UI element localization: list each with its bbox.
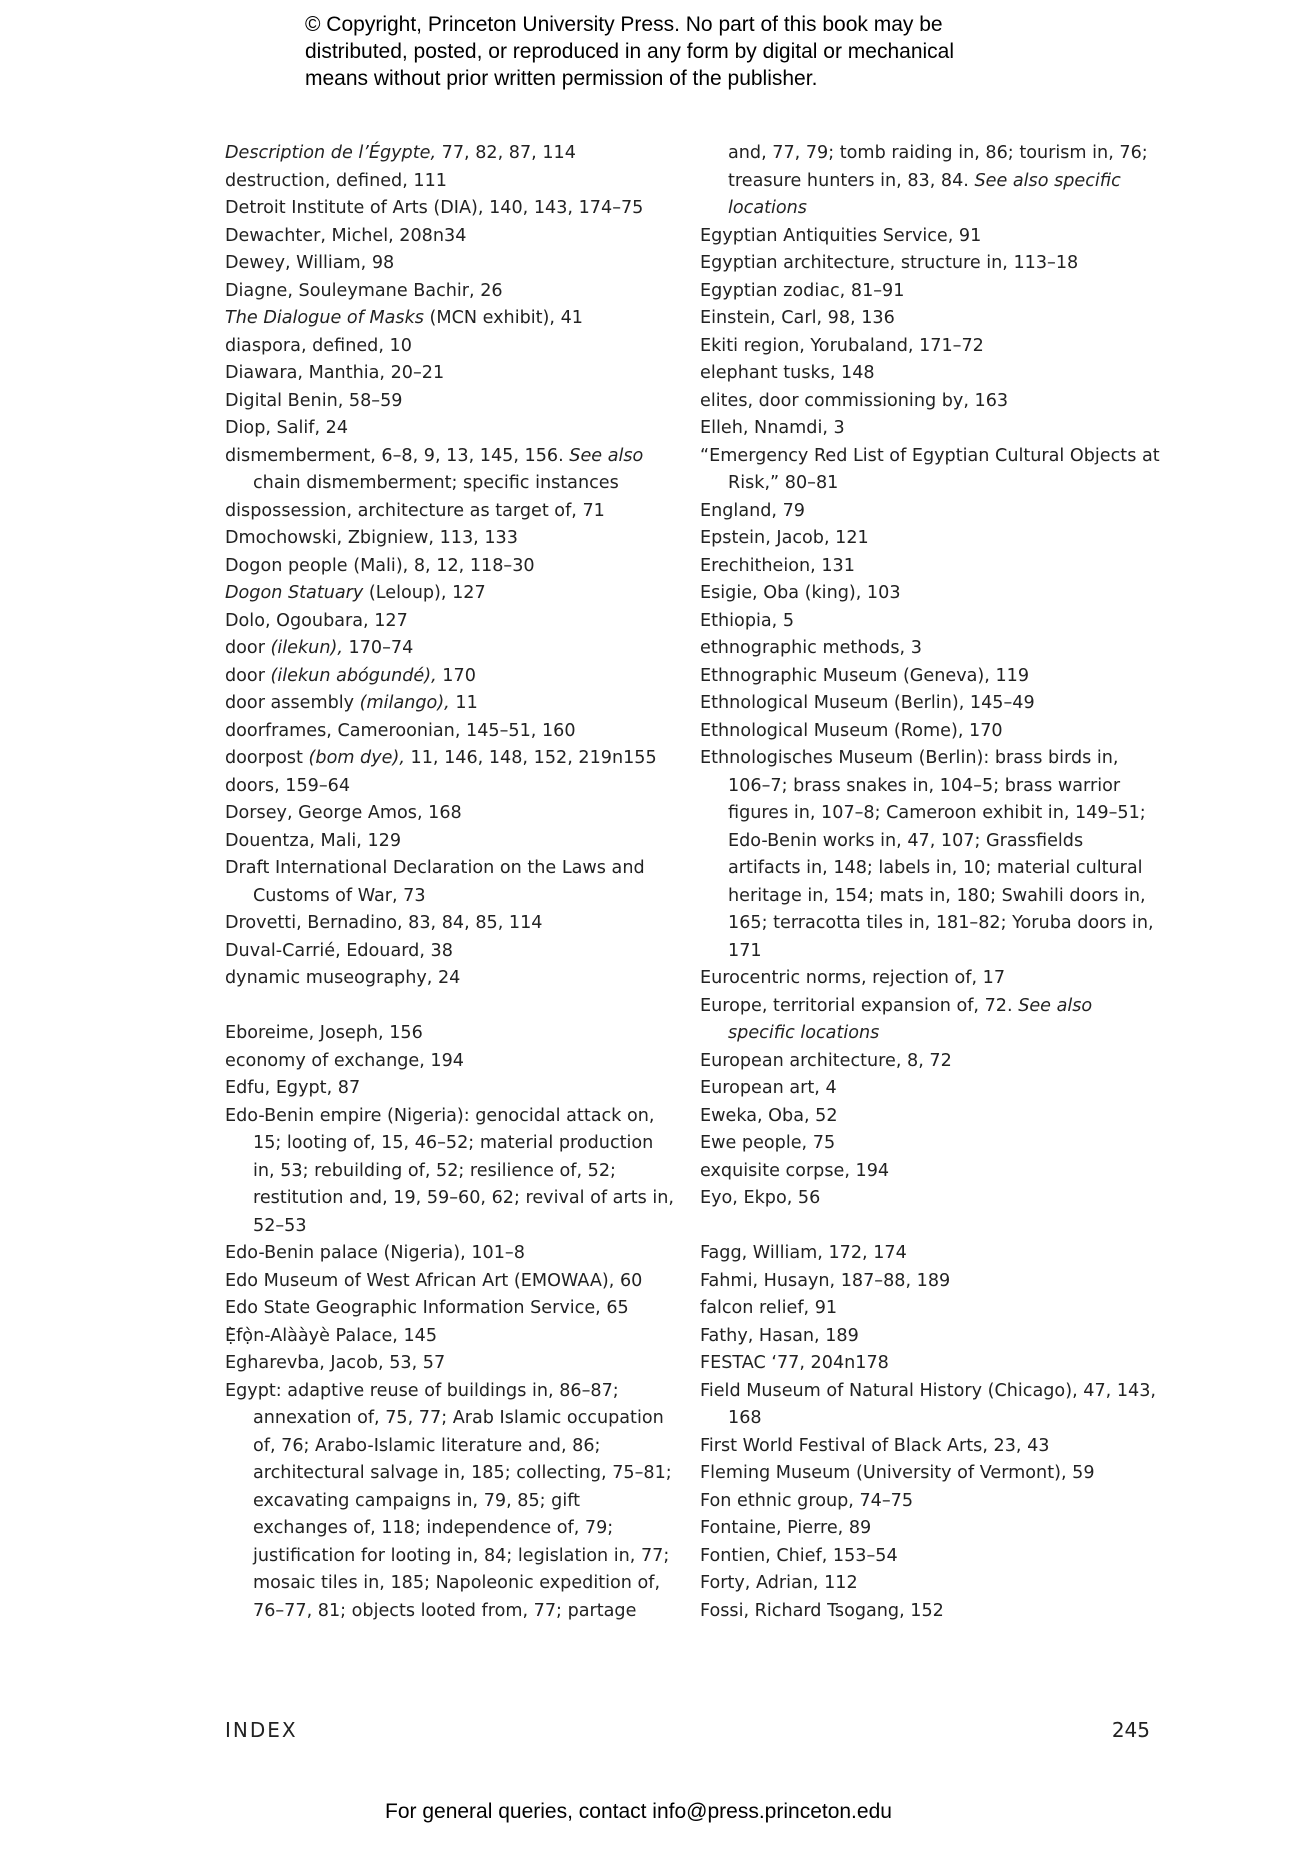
index-entry-text: Dolo, Ogoubara, 127 — [225, 610, 408, 631]
index-entry — [700, 1460, 1160, 1488]
index-entry-text: dispossession, architecture as target of, 71 — [225, 500, 605, 521]
index-entry — [225, 773, 680, 801]
index-entry-text: Ewe people, 75 — [700, 1133, 836, 1153]
index-entry — [700, 1295, 1160, 1323]
index-entry — [225, 1323, 680, 1351]
index-entry-text: Diawara, Manthia, 20–21 — [225, 363, 445, 383]
index-entry — [700, 718, 1160, 746]
index-entry-text: Egyptian Antiquities Service, 91 — [700, 225, 982, 246]
index-entry — [225, 140, 680, 168]
index-entry-text: elephant tusks, 148 — [700, 363, 875, 383]
index-entry-text: and, 77, 79; tomb raiding in, 86; tourism in, 76; treasure hunters in, 83, 84. — [728, 143, 1148, 191]
index-entry-text: Fontaine, Pierre, 89 — [700, 1518, 872, 1538]
index-entry-text: European architecture, 8, 72 — [700, 1050, 952, 1071]
index-entry — [700, 1323, 1160, 1351]
index-entry-text: Edo-Benin palace (Nigeria), 101–8 — [225, 1243, 525, 1263]
index-entry — [225, 1020, 680, 1048]
index-entry-text: Dogon people (Mali), 8, 12, 118–30 — [225, 555, 535, 576]
index-entry-text: Einstein, Carl, 98, 136 — [700, 308, 895, 328]
index-entry-text: 170 — [436, 665, 476, 686]
index-entry — [700, 1158, 1160, 1186]
index-entry — [225, 388, 680, 416]
index-entry-text: (Leloup), 127 — [363, 583, 486, 603]
index-entry — [700, 223, 1160, 251]
index-entry — [700, 635, 1160, 663]
page-number: 245 — [1111, 1718, 1150, 1742]
index-entry-text: Edfu, Egypt, 87 — [225, 1078, 361, 1098]
index-entry-text: (MCN exhibit), 41 — [423, 308, 583, 328]
index-entry-text: Fleming Museum (University of Vermont), 59 — [700, 1463, 1095, 1483]
index-entry — [225, 635, 680, 663]
index-entry-italic: (ilekun abógundé), — [270, 665, 437, 686]
index-entry-text: European art, 4 — [700, 1078, 837, 1098]
index-entry — [225, 498, 680, 526]
index-entry-text: Erechitheion, 131 — [700, 555, 855, 576]
index-entry-text: Dmochowski, Zbigniew, 113, 133 — [225, 528, 518, 548]
index-entry-text: Fon ethnic group, 74–75 — [700, 1490, 914, 1511]
index-entry — [700, 333, 1160, 361]
index-entry-italic: See also — [569, 445, 644, 466]
index-entry-text: falcon relief, 91 — [700, 1298, 838, 1318]
index-entry-text: Fossi, Richard Tsogang, 152 — [700, 1600, 944, 1621]
index-entry — [225, 525, 680, 553]
index-entry-text: Detroit Institute of Arts (DIA), 140, 143, 174–75 — [225, 198, 644, 218]
index-entry — [700, 1598, 1160, 1626]
index-entry-text: 11 — [449, 693, 478, 713]
index-entry — [700, 250, 1160, 278]
index-entry — [225, 1268, 680, 1296]
contact-notice: For general queries, contact info@press.princeton.edu — [385, 1800, 892, 1823]
index-entry-text: Edo State Geographic Information Service, 65 — [225, 1298, 629, 1318]
index-entry — [225, 1103, 680, 1241]
index-entry — [700, 443, 1160, 498]
index-entry-text: Egharevba, Jacob, 53, 57 — [225, 1353, 446, 1373]
index-entry-text: Drovetti, Bernadino, 83, 84, 85, 114 — [225, 913, 543, 933]
index-entry-italic: The Dialogue of Masks — [225, 308, 424, 328]
index-entry-text: Egypt: adaptive reuse of buildings in, 86–87; annexation of, 75, 77; Arab Islamic occupation of, 76; Arabo-Islamic literature and, 86; architectural salvage in, 185; collecting, 75–81; excavating campaigns in, 79, 85; gift exchanges of, 118; independence of, 79; justification for looting in, 84; legislation in, 77; mosaic tiles in, 185; Napoleonic expedition of, 76–77, 81; objects looted from, 77; partage — [225, 1380, 672, 1621]
index-entry-italic: Dogon Statuary — [225, 583, 364, 603]
index-entry-text: Esigie, Oba (king), 103 — [700, 583, 901, 603]
index-entry — [700, 965, 1160, 993]
index-entry-italic: (milango), — [359, 693, 450, 713]
index-entry — [225, 305, 680, 333]
index-entry — [225, 360, 680, 388]
index-entry — [700, 1543, 1160, 1571]
index-entry-text: diaspora, defined, 10 — [225, 335, 412, 356]
copyright-line: distributed, posted, or reproduced in any form by digital or mechanical — [305, 40, 955, 63]
index-entry — [700, 1378, 1160, 1433]
index-entry — [225, 608, 680, 636]
index-entry — [225, 1240, 680, 1268]
index-entry-text: 170–74 — [342, 638, 414, 658]
index-entry-text: 11, 146, 148, 152, 219n155 — [404, 748, 657, 768]
index-entry — [700, 1048, 1160, 1076]
index-entry — [700, 1130, 1160, 1158]
copyright-line: means without prior written permission of the publisher. — [305, 67, 818, 90]
index-entry-text: Fathy, Hasan, 189 — [700, 1325, 859, 1346]
index-entry — [700, 1268, 1160, 1296]
running-footer-section: INDEX — [225, 1718, 298, 1742]
index-entry — [225, 553, 680, 581]
index-entry-text: door assembly — [225, 693, 360, 713]
copyright-notice — [305, 11, 1065, 92]
index-entry — [225, 168, 680, 196]
index-entry — [225, 1075, 680, 1103]
index-entry-text: destruction, defined, 111 — [225, 170, 447, 191]
index-entry — [700, 525, 1160, 553]
index-entry — [225, 1295, 680, 1323]
index-entry — [700, 608, 1160, 636]
index-entry-italic: See also specific locations — [728, 995, 1093, 1043]
index-entry-text: doorframes, Cameroonian, 145–51, 160 — [225, 720, 576, 741]
index-entry-text: doors, 159–64 — [225, 775, 351, 796]
index-column-left — [225, 140, 680, 1625]
index-entry — [700, 1350, 1160, 1378]
index-entry-text: dismemberment, 6–8, 9, 13, 145, 156. — [225, 445, 570, 466]
index-entry-text: Field Museum of Natural History (Chicago), 47, 143, 168 — [700, 1380, 1156, 1428]
index-entry-text: door — [225, 665, 271, 686]
index-entry-text: Europe, territorial expansion of, 72. — [700, 995, 1019, 1016]
index-entry-text: Douentza, Mali, 129 — [225, 830, 402, 851]
index-entry-text: Digital Benin, 58–59 — [225, 390, 403, 411]
index-entry-text: Dorsey, George Amos, 168 — [225, 803, 462, 823]
index-entry-text: Diagne, Souleymane Bachir, 26 — [225, 280, 503, 301]
index-entry — [700, 663, 1160, 691]
copyright-line: © Copyright, Princeton University Press. No part of this book may be — [305, 13, 943, 36]
index-entry — [700, 745, 1160, 965]
index-entry-text: Diop, Salif, 24 — [225, 418, 349, 438]
index-entry — [700, 1103, 1160, 1131]
index-entry-text: Egyptian zodiac, 81–91 — [700, 280, 905, 301]
index-entry-text: doorpost — [225, 748, 309, 768]
index-entry — [225, 718, 680, 746]
index-entry-italic: See also specific locations — [728, 170, 1121, 218]
index-entry-text: Edo Museum of West African Art (EMOWAA), 60 — [225, 1270, 643, 1291]
index-entry-text: Fagg, William, 172, 174 — [700, 1243, 907, 1263]
index-entry — [700, 553, 1160, 581]
index-entry — [225, 690, 680, 718]
index-entry-text: Ethnologisches Museum (Berlin): brass birds in, 106–7; brass snakes in, 104–5; brass warrior figures in, 107–8; Cameroon exhibit in, 149–51; Edo-Benin works in, 47, 107; Grassfields artifacts in, 148; labels in, 10; material cultural heritage in, 154; mats in, 180; Swahili doors in, 165; terracotta tiles in, 181–82; Yoruba doors in, 171 — [700, 748, 1154, 961]
index-entry-text: Duval-Carrié, Edouard, 38 — [225, 940, 453, 961]
index-entry-text: Elleh, Nnamdi, 3 — [700, 418, 845, 438]
index-entry-text: ethnographic methods, 3 — [700, 638, 922, 658]
index-entry — [700, 690, 1160, 718]
index-entry — [225, 580, 680, 608]
index-entry — [225, 910, 680, 938]
index-entry-text: Ethnological Museum (Berlin), 145–49 — [700, 693, 1035, 713]
index-entry-text: Dewey, William, 98 — [225, 253, 395, 273]
index-entry — [225, 1350, 680, 1378]
index-entry-text: Draft International Declaration on the Laws and Customs of War, 73 — [225, 858, 645, 906]
index-entry-text: door — [225, 638, 271, 658]
index-entry-text: Ethiopia, 5 — [700, 610, 795, 631]
index-entry-text: chain dismemberment; specific instances — [253, 473, 619, 493]
index-entry — [225, 938, 680, 966]
index-entry-text: First World Festival of Black Arts, 23, 43 — [700, 1435, 1050, 1456]
index-entry — [700, 140, 1160, 223]
index-entry-text: exquisite corpse, 194 — [700, 1160, 890, 1181]
index-entry — [225, 443, 680, 498]
index-entry — [225, 278, 680, 306]
index-entry-text: Eweka, Oba, 52 — [700, 1105, 838, 1126]
index-entry-text: Edo-Benin empire (Nigeria): genocidal attack on, 15; looting of, 15, 46–52; material production in, 53; rebuilding of, 52; resilience of, 52; restitution and, 19, 59–60, 62; revival of arts in, 52–53 — [225, 1105, 674, 1236]
index-entry — [225, 663, 680, 691]
index-entry-text: Ẹ̀fọ̀n-Alààyè Palace, 145 — [225, 1325, 438, 1346]
index-entry — [700, 1185, 1160, 1213]
index-entry-text: 77, 82, 87, 114 — [436, 143, 576, 163]
index-entry — [225, 223, 680, 251]
index-entry-text: Epstein, Jacob, 121 — [700, 528, 869, 548]
index-entry — [700, 1433, 1160, 1461]
index-entry — [225, 965, 680, 993]
index-entry-text: FESTAC ‘77, 204n178 — [700, 1353, 889, 1373]
letter-group-gap — [700, 1213, 1160, 1241]
index-entry-text: Fontien, Chief, 153–54 — [700, 1545, 898, 1566]
index-entry-text: Eyo, Ekpo, 56 — [700, 1188, 821, 1208]
index-entry — [225, 1048, 680, 1076]
index-entry-text: Forty, Adrian, 112 — [700, 1573, 858, 1593]
index-column-right — [700, 140, 1160, 1625]
index-entry — [225, 1378, 680, 1626]
index-entry — [700, 580, 1160, 608]
index-entry-text: Ethnological Museum (Rome), 170 — [700, 720, 1003, 741]
index-entry — [700, 388, 1160, 416]
index-entry-text: England, 79 — [700, 500, 805, 521]
index-entry — [700, 993, 1160, 1048]
index-entry-text: Egyptian architecture, structure in, 113–18 — [700, 253, 1079, 273]
index-entry-italic: (bom dye), — [308, 748, 405, 768]
index-entry — [700, 1488, 1160, 1516]
index-entry — [700, 305, 1160, 333]
index-entry-text: Ekiti region, Yorubaland, 171–72 — [700, 335, 984, 356]
index-entry-italic: Description de l’Égypte, — [225, 143, 437, 163]
index-entry-text: Dewachter, Michel, 208n34 — [225, 225, 467, 246]
index-entry — [225, 195, 680, 223]
index-entry — [225, 745, 680, 773]
index-entry — [225, 415, 680, 443]
letter-group-gap — [225, 993, 680, 1021]
index-entry — [700, 498, 1160, 526]
index-entry-text: economy of exchange, 194 — [225, 1050, 465, 1071]
index-entry-text: elites, door commissioning by, 163 — [700, 390, 1009, 411]
index-entry — [700, 415, 1160, 443]
index-entry-text: Ethnographic Museum (Geneva), 119 — [700, 665, 1030, 686]
index-entry — [700, 1570, 1160, 1598]
index-entry — [225, 828, 680, 856]
index-entry-text: Eboreime, Joseph, 156 — [225, 1023, 423, 1043]
index-entry-italic: (ilekun), — [270, 638, 343, 658]
index-entry-text: dynamic museography, 24 — [225, 968, 461, 988]
index-entry — [700, 1515, 1160, 1543]
index-entry — [225, 800, 680, 828]
index-entry — [225, 250, 680, 278]
index-entry — [225, 333, 680, 361]
index-entry — [700, 278, 1160, 306]
index-entry — [700, 1240, 1160, 1268]
index-entry-text: “Emergency Red List of Egyptian Cultural Objects at Risk,” 80–81 — [700, 445, 1160, 493]
index-entry-text: Eurocentric norms, rejection of, 17 — [700, 968, 1006, 988]
index-entry — [700, 1075, 1160, 1103]
index-entry — [225, 855, 680, 910]
index-entry-text: Fahmi, Husayn, 187–88, 189 — [700, 1270, 951, 1291]
index-entry — [700, 360, 1160, 388]
